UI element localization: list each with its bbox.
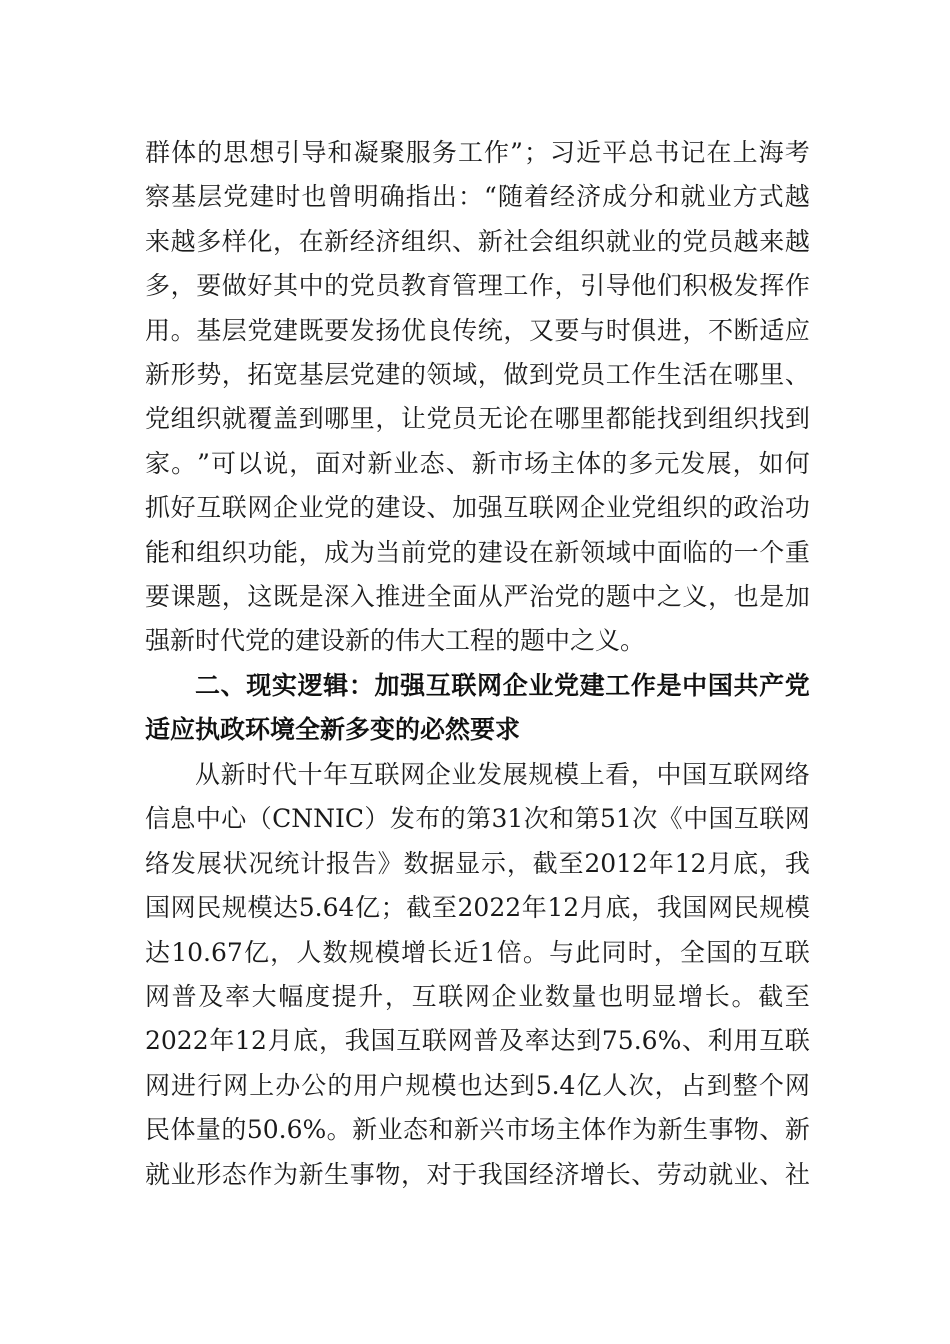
paragraph-line: 就 业 形 态 作 为 新 生 事 物 ， 对 于 我 国 经 济 增 长 、 劳 动 就 业 、 社 bbox=[145, 1159, 810, 1189]
paragraph-line: 要 课 题 ， 这 既 是 深 入 推 进 全 面 从 严 治 党 的 题 中 之 义 ， 也 是 加 bbox=[145, 581, 810, 611]
paragraph-line: 抓 好 互 联 网 企 业 党 的 建 设 、 加 强 互 联 网 企 业 党 组 织 的 政 治 功 bbox=[145, 493, 810, 523]
heading-line: 适应执政环境全新多变的必然要求 bbox=[145, 715, 521, 745]
paragraph-line: 网 进 行 网 上 办 公 的 用 户 规 模 也 达 到 5.4 亿 人 次 ， 占 到 整 个 网 bbox=[145, 1070, 810, 1100]
paragraph-line: 强新时代党的建设新的伟大工程的题中之义。 bbox=[145, 626, 646, 656]
paragraph-line: 察 基 层 党 建 时 也 曾 明 确 指 出 ： “ 随 着 经 济 成 分 和 就 业 方 式 越 bbox=[145, 182, 810, 212]
paragraph-internet-growth bbox=[145, 753, 810, 1197]
paragraph-line: 网 普 及 率 大 幅 度 提 升 ， 互 联 网 企 业 数 量 也 明 显 增 长 。 截 至 bbox=[145, 981, 810, 1011]
paragraph-line: 从 新 时 代 十 年 互 联 网 企 业 发 展 规 模 上 看 ， 中 国 互 联 网 络 bbox=[195, 760, 810, 789]
paragraph-line: 络 发 展 状 况 统 计 报 告 》 数 据 显 示 ， 截 至 2012 年 12 月 底 ， 我 bbox=[145, 848, 810, 878]
paragraph-line: 民 体 量 的 50.6% 。 新 业 态 和 新 兴 市 场 主 体 作 为 新 生 事 物 、 新 bbox=[145, 1115, 810, 1145]
paragraph-line: 用 。 基 层 党 建 既 要 发 扬 优 良 传 统 ， 又 要 与 时 俱 进 ， 不 断 适 应 bbox=[145, 315, 810, 345]
paragraph-line: 来 越 多 样 化 ， 在 新 经 济 组 织 、 新 社 会 组 织 就 业 的 党 员 越 来 越 bbox=[145, 226, 810, 256]
paragraph-party-building-significance bbox=[145, 131, 810, 664]
paragraph-line: 多 ， 要 做 好 其 中 的 党 员 教 育 管 理 工 作 ， 引 导 他 们 积 极 发 挥 作 bbox=[145, 271, 810, 301]
section-heading bbox=[145, 664, 810, 753]
heading-line: 二 、 现 实 逻 辑 ： 加 强 互 联 网 企 业 党 建 工 作 是 中 国 共 产 党 bbox=[195, 671, 810, 700]
paragraph-line: 党 组 织 就 覆 盖 到 哪 里 ， 让 党 员 无 论 在 哪 里 都 能 找 到 组 织 找 到 bbox=[145, 404, 810, 434]
paragraph-line: 新 形 势 ， 拓 宽 基 层 党 建 的 领 域 ， 做 到 党 员 工 作 生 活 在 哪 里 、 bbox=[145, 359, 810, 389]
paragraph-line: 信 息 中 心 （ CNNIC ） 发 布 的 第 31 次 和 第 51 次 《 中 国 互 联 网 bbox=[145, 804, 810, 834]
paragraph-line: 国 网 民 规 模 达 5.64 亿 ； 截 至 2022 年 12 月 底 ， 我 国 网 民 规 模 bbox=[145, 893, 810, 923]
paragraph-line: 家 。 ” 可 以 说 ， 面 对 新 业 态 、 新 市 场 主 体 的 多 元 发 展 ， 如 何 bbox=[145, 448, 810, 478]
paragraph-line: 能 和 组 织 功 能 ， 成 为 当 前 党 的 建 设 在 新 领 域 中 面 临 的 一 个 重 bbox=[145, 537, 810, 567]
paragraph-line: 达 10.67 亿 ， 人 数 规 模 增 长 近 1 倍 。 与 此 同 时 ， 全 国 的 互 联 bbox=[145, 937, 810, 967]
paragraph-line: 2022 年 12 月 底 ， 我 国 互 联 网 普 及 率 达 到 75.6% 、 利 用 互 联 bbox=[145, 1026, 810, 1056]
paragraph-line: 群 体 的 思 想 引 导 和 凝 聚 服 务 工 作 ” ； 习 近 平 总 书 记 在 上 海 考 bbox=[145, 138, 810, 167]
